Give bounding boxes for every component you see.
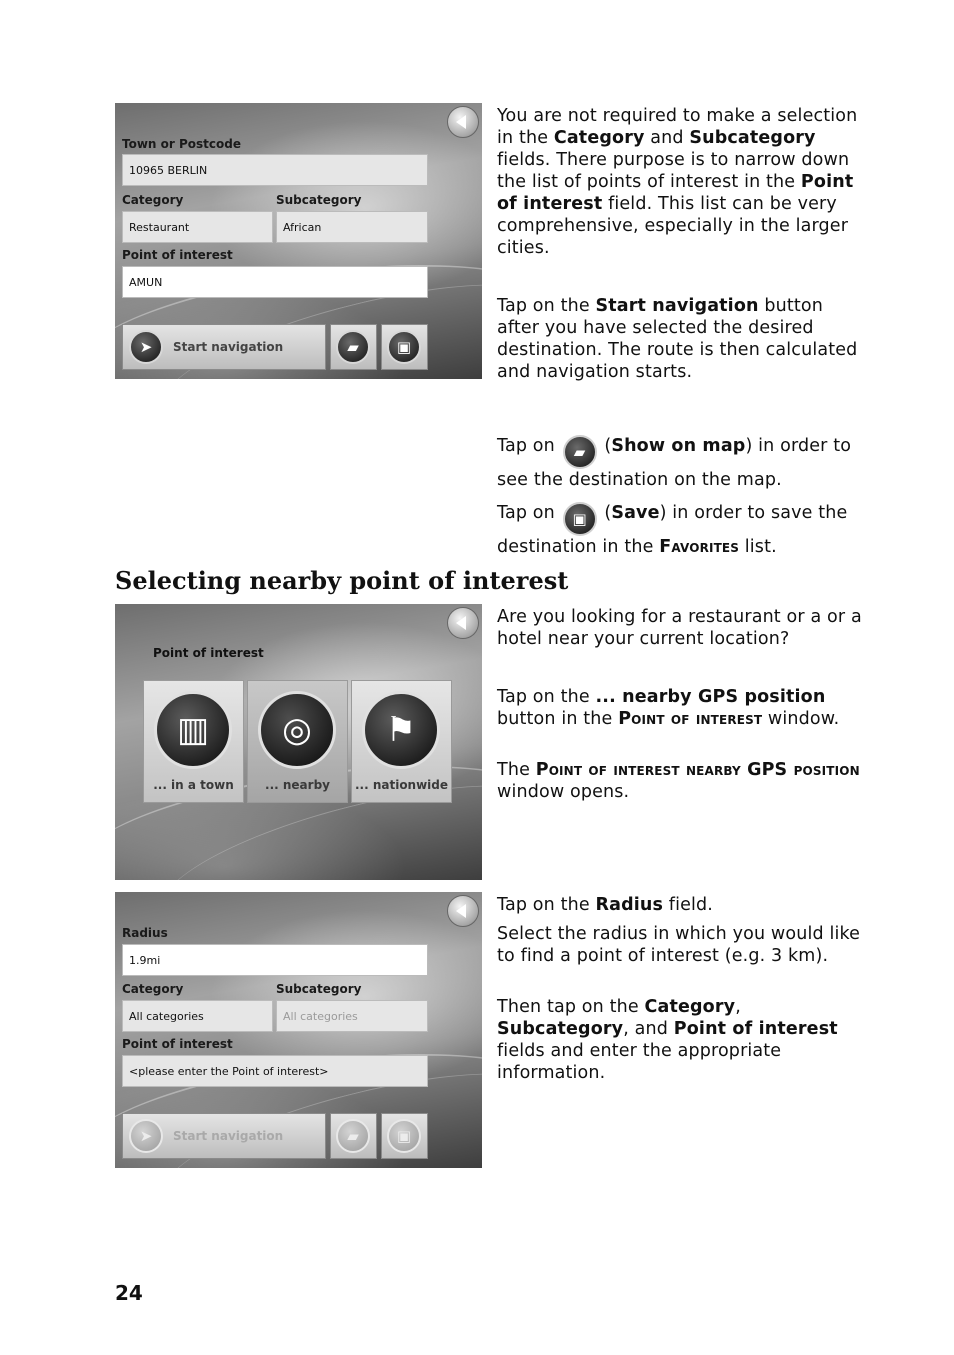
save-button[interactable] xyxy=(381,1113,428,1159)
paragraph-save: Tap on ▣ (Save) in order to save the destination in the Favorites list. xyxy=(497,503,848,557)
target-icon: ◎ xyxy=(258,691,336,769)
category-field[interactable]: Restaurant xyxy=(122,211,273,243)
save-disk-icon: ▣ xyxy=(387,330,421,364)
nearby-label: ... nearby xyxy=(265,778,330,792)
save-button[interactable] xyxy=(381,324,428,370)
paragraph-selection-info: You are not required to make a selection in the Category and Subcategory fields. There purpose is to narrow down the list of points of interest in the Point of interest field. This list can be very comprehensive, especially in the larger cities. xyxy=(497,106,858,258)
paragraph-window-opens: The Point of interest nearby GPS position window opens. xyxy=(497,760,860,802)
city-buildings-icon: ▥ xyxy=(154,691,232,769)
section-heading: Selecting nearby point of interest xyxy=(115,566,569,595)
subcategory-label: Subcategory xyxy=(276,982,362,996)
poi-label: Point of interest xyxy=(122,248,233,262)
screenshot-destination-entry xyxy=(115,103,482,379)
screenshot-nearby-gps-position xyxy=(115,892,482,1168)
poi-field[interactable]: AMUN xyxy=(122,266,428,298)
town-label: Town or Postcode xyxy=(122,137,241,151)
in-a-town-button[interactable] xyxy=(143,680,244,803)
map-icon: ▰ xyxy=(336,330,370,364)
start-navigation-label: Start navigation xyxy=(173,340,284,354)
paragraph-start-navigation: Tap on the Start navigation button after you have selected the desired destination. The route is then calculated and navigation starts. xyxy=(497,296,858,382)
map-icon: ▰ xyxy=(563,435,597,469)
start-navigation-button[interactable] xyxy=(122,324,326,370)
nearby-button[interactable] xyxy=(247,680,348,803)
paragraph-show-on-map: Tap on ▰ (Show on map) in order to see the destination on the map. xyxy=(497,436,852,490)
nationwide-label: ... nationwide xyxy=(354,778,449,792)
poi-label: Point of interest xyxy=(122,1037,233,1051)
back-arrow-icon[interactable] xyxy=(447,106,479,138)
page-number: 24 xyxy=(115,1281,143,1305)
navigation-arrow-icon: ➤ xyxy=(129,1119,163,1153)
save-disk-icon: ▣ xyxy=(563,502,597,536)
paragraph-tap-radius: Tap on the Radius field. xyxy=(497,895,714,915)
back-arrow-icon[interactable] xyxy=(447,607,479,639)
category-label: Category xyxy=(122,193,184,207)
paragraph-enter-fields: Then tap on the Category, Subcategory, and Point of interest fields and enter the appropriate information. xyxy=(497,997,838,1083)
map-icon: ▰ xyxy=(336,1119,370,1153)
poi-field[interactable]: <please enter the Point of interest> xyxy=(122,1055,428,1087)
navigation-arrow-icon: ➤ xyxy=(129,330,163,364)
show-on-map-button[interactable] xyxy=(330,324,377,370)
category-label: Category xyxy=(122,982,184,996)
subcategory-label: Subcategory xyxy=(276,193,362,207)
paragraph-select-radius: Select the radius in which you would like to find a point of interest (e.g. 3 km). xyxy=(497,924,861,966)
flags-icon: ⚑ xyxy=(362,691,440,769)
radius-label: Radius xyxy=(122,926,168,940)
nationwide-button[interactable] xyxy=(351,680,452,803)
category-field[interactable]: All categories xyxy=(122,1000,273,1032)
start-navigation-label: Start navigation xyxy=(173,1129,284,1143)
subcategory-field[interactable]: African xyxy=(276,211,428,243)
start-navigation-button[interactable] xyxy=(122,1113,326,1159)
in-a-town-label: ... in a town xyxy=(153,778,234,792)
back-arrow-icon[interactable] xyxy=(447,895,479,927)
screenshot-point-of-interest xyxy=(115,604,482,880)
town-field[interactable]: 10965 BERLIN xyxy=(122,154,428,186)
radius-field[interactable]: 1.9mi xyxy=(122,944,428,976)
show-on-map-button[interactable] xyxy=(330,1113,377,1159)
save-disk-icon: ▣ xyxy=(387,1119,421,1153)
paragraph-tap-nearby: Tap on the ... nearby GPS position button in the Point of interest window. xyxy=(497,687,840,729)
poi-window-title: Point of interest xyxy=(153,646,264,660)
subcategory-field[interactable]: All categories xyxy=(276,1000,428,1032)
paragraph-looking-for: Are you looking for a restaurant or a or a hotel near your current location? xyxy=(497,607,862,649)
